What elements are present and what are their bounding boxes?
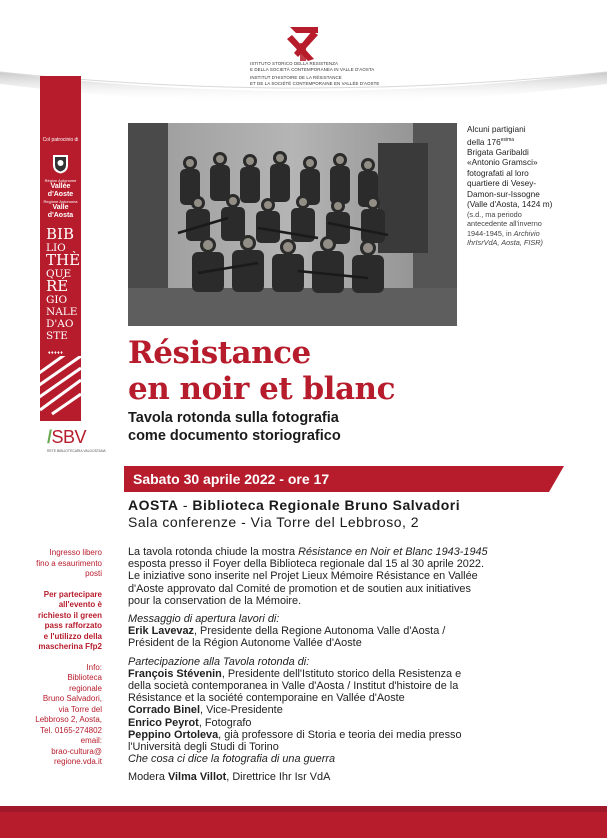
side-info — [20, 548, 102, 778]
event-title: Résistance en noir et blanc — [128, 335, 395, 407]
region-crest-icon — [52, 154, 69, 174]
page-header — [0, 0, 607, 100]
opening-paragraph: Messaggio di apertura lavori di: Erik Lavevaz, Presidente della Regione Autonoma Valle d'Aosta / Président de la Région Autonome Vallée d'Aoste — [128, 613, 446, 650]
decorative-dots: ♦♦♦♦♦ — [48, 350, 64, 356]
email-link[interactable]: brao-cultura@ — [51, 746, 102, 756]
entry-info: Ingresso libero fino a esaurimento posti — [36, 548, 102, 578]
institute-logo — [284, 23, 324, 63]
photo-caption: Alcuni partigiani della $176^{esima}$ Brigata Garibaldi «Antonio Gramsci» fotografati al loro quartiere di Vesey- Damon-sur-Issogne (Valle d'Aosta, 1424 m) (s.d., ma periodo antecedente all'inverno 1944-1945, in Archivio IhrIsrVdA, Aosta, FISR) — [467, 124, 553, 248]
participants-paragraph: Partecipazione alla Tavola rotonda di: François Stévenin, Presidente dell'Istituto storico della Resistenza e della società contemporanea in Valle d'Aosta / Institut d'histoire de la Résistance et la société contemporaine en Vallée d'Aoste Corrado Binel, Vice-Presidente Enrico Peyrot, Fotografo Peppino Ortoleva, già professore di Storia e teoria dei media presso l'Università degli Studi di Torino Che cosa ci dice la fotografia di una guerra — [128, 655, 462, 766]
institute-name: ISTITUTO STORICO DELLA RESISTENZA E DELLA SOCIETÀ CONTEMPORANEA IN VALLE D'AOSTA INSTITUT D'HISTOIRE DE LA RÉSISTANCE ET DE LA SOCIÉTÉ CONTEMPORAINE EN VALLÉE D'AOSTE — [250, 61, 380, 86]
event-venue: AOSTA - Biblioteca Regionale Bruno Salvadori Sala conferenze - Via Torre del Lebbroso, 2 — [128, 497, 461, 530]
sbv-logo: /SBV RETE BIBLIOTECARIA VALDOSTANA — [47, 427, 106, 453]
event-description — [128, 546, 590, 790]
email-link-domain[interactable]: regione.vda.it — [53, 757, 102, 766]
green-pass-notice: Per partecipare all'evento è richiesto il green pass rafforzato e l'utilizzo della mascherina Ffp2 — [37, 589, 102, 651]
patronage-label: Col patrocinio di — [42, 137, 79, 143]
event-subtitle: Tavola rotonda sulla fotografia come documento storiografico — [128, 410, 341, 444]
footer-bar — [0, 806, 607, 838]
band-stripes-decoration — [40, 356, 81, 416]
header-curve-shadow — [0, 70, 607, 110]
library-wordmark: BIB LIO THÈ QUE RÉ GIO NALE D'AO STE — [46, 225, 81, 342]
region-name: Région Autonome Vallée d'Aoste Regione Autonoma Valle d'Aosta — [43, 178, 78, 219]
contact-info: Info: Biblioteca regionale Bruno Salvadori, via Torre del Lebbroso 2, Aosta, Tel. 0165-274802 email: brao-cultura@ regione.vda.it — [35, 662, 102, 766]
partisans-photo — [128, 123, 457, 326]
intro-paragraph: La tavola rotonda chiude la mostra Résistance en Noir et Blanc 1943-1945 esposta presso il Foyer della Biblioteca regionale dal 15 al 30 aprile 2022. Le iniziative sono inserite nel Projet Lieux Mémoire Résistance en Vallée d'Aoste approvato dal Comité de promotion et de soutien aux initiatives pour la conservation de la Mémoire. — [128, 546, 488, 607]
moderator-paragraph: Modera Vilma Villot, Direttrice Ihr Isr VdA — [128, 771, 331, 784]
event-date: Sabato 30 aprile 2022 - ore 17 — [133, 471, 330, 487]
